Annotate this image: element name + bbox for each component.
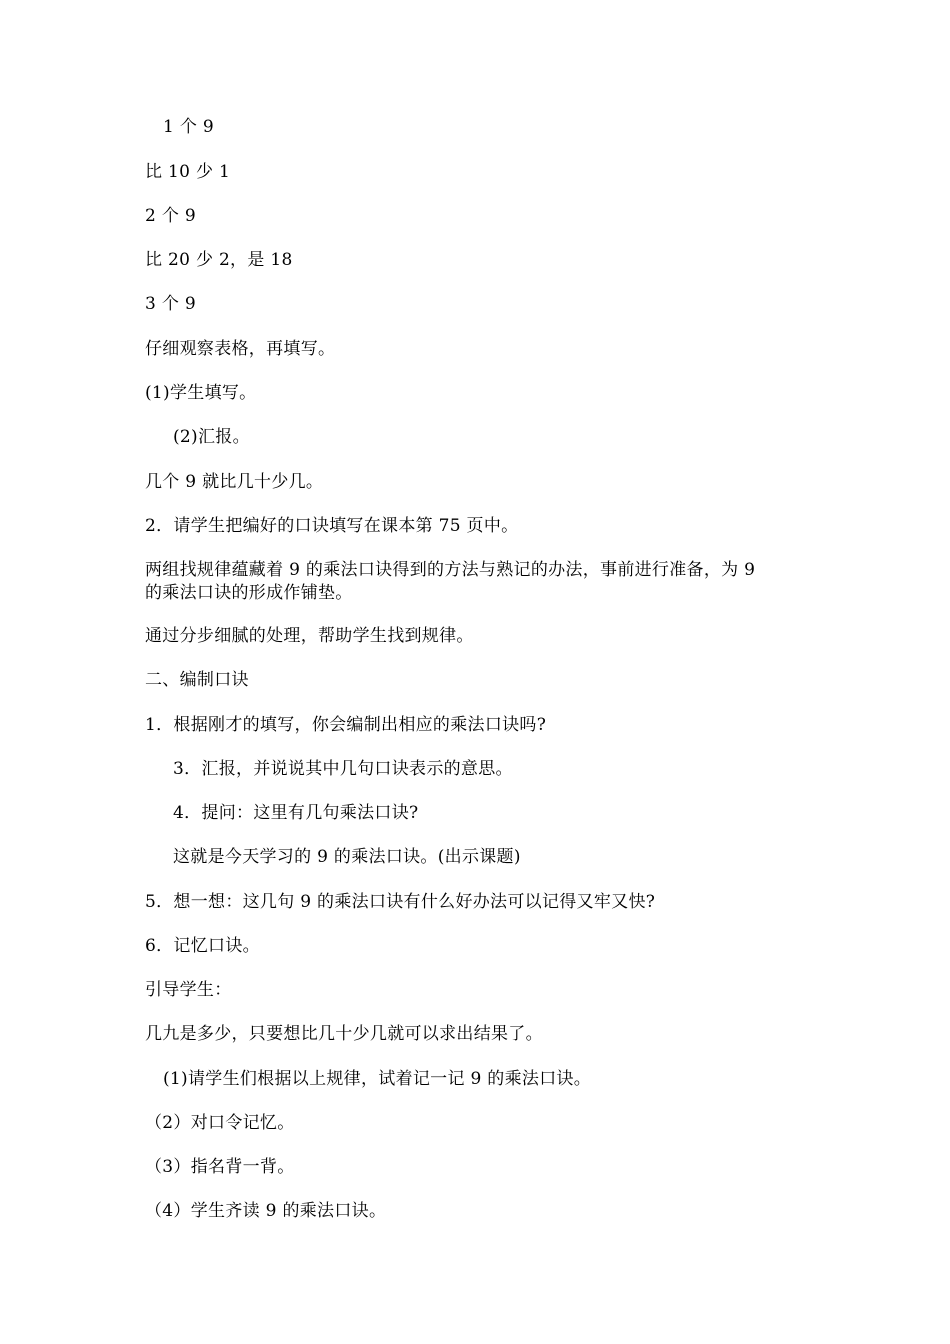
text-line: 4．提问：这里有几句乘法口诀? [173,803,419,823]
text-line: 引导学生： [145,980,232,1000]
text-line: （4）学生齐读 9 的乘法口诀。 [145,1201,387,1221]
text-line: 比 20 少 2，是 18 [145,250,293,270]
text-line: 2．请学生把编好的口诀填写在课本第 75 页中。 [145,516,519,536]
text-line: (1)请学生们根据以上规律，试着记一记 9 的乘法口诀。 [163,1069,592,1089]
text-line: 2 个 9 [145,206,196,226]
text-line: 两组找规律蕴藏着 9 的乘法口诀得到的方法与熟记的办法，事前进行准备，为 9 [145,560,756,580]
text-line: 比 10 少 1 [145,162,231,182]
text-line: 通过分步细腻的处理，帮助学生找到规律。 [145,626,474,646]
text-line: 几个 9 就比几十少几。 [145,472,324,492]
text-line: 的乘法口诀的形成作铺垫。 [145,583,353,603]
text-line: 5．想一想：这几句 9 的乘法口诀有什么好办法可以记得又牢又快? [145,892,656,912]
text-line: 仔细观察表格，再填写。 [145,339,336,359]
text-line: 3．汇报，并说说其中几句口诀表示的意思。 [173,759,513,779]
text-line: （3）指名背一背。 [145,1157,295,1177]
text-line: 1．根据刚才的填写，你会编制出相应的乘法口诀吗? [145,715,547,735]
text-line: 这就是今天学习的 9 的乘法口诀。(出示课题) [173,847,521,867]
text-line: (2)汇报。 [173,427,250,447]
text-line: 1 个 9 [163,117,214,137]
text-line: (1)学生填写。 [145,383,257,403]
section-heading: 二、编制口诀 [145,670,249,690]
text-line: 几九是多少，只要想比几十少几就可以求出结果了。 [145,1024,543,1044]
text-line: 3 个 9 [145,294,196,314]
text-line: 6．记忆口诀。 [145,936,260,956]
text-line: （2）对口令记忆。 [145,1113,295,1133]
